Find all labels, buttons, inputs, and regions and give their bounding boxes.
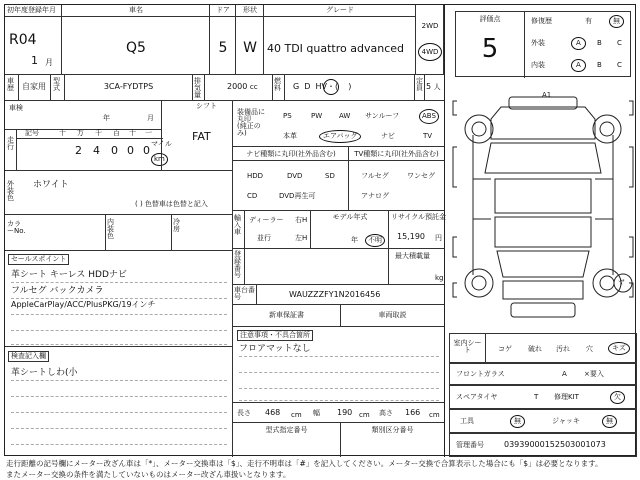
sales-line-3: AppleCarPlay/ACC/PlusPKG/19インチ [11,299,227,315]
use-label: 車歴 [5,75,19,101]
glass-block [449,363,637,385]
warranty-label: 新車保証書 [233,305,341,327]
type-block [233,423,444,457]
ext-label: 外装 [531,39,545,47]
score-value: 5 [481,34,499,64]
shift-label: シフト [196,102,217,110]
interior-color-mark: 冷房 [171,215,183,251]
cap-unit: 人 [433,83,441,91]
type-label: 型式指定番号 [233,423,341,457]
odometer [17,129,163,171]
bracket-fl [453,101,457,115]
car-name-label: 車名 [62,5,210,17]
inspection-label: 車検 [9,104,23,112]
notes-line-1: フロアマットなし [239,341,439,357]
wid-label: 幅 [313,409,320,417]
model-year-unit: 年 [351,236,358,244]
recycle-label: リサイクル預託金 [391,213,447,221]
car-diagram [451,87,635,333]
disp-label: 排気量 [193,75,205,101]
grade-cell [264,5,416,75]
model-year-unknown: 不明 [365,234,385,247]
col-ichi: 一 [145,129,152,137]
reg-block [233,249,389,285]
inspection-line-1: 革シートしわ(小 [11,365,227,381]
auction-sheet [4,4,636,456]
exterior-note: ( ) 色替車は色替と記入 [135,200,208,208]
shape-value: W [243,40,257,56]
col-juu: 十 [129,129,136,137]
drive-cell [416,5,444,75]
model-value: 3CA-FYDTPS [65,75,193,101]
cap-number: 5 [426,82,432,91]
load-unit: kg [435,274,444,282]
odometer-digits [17,145,163,165]
diagram-mark: ヤ [618,278,625,286]
equip-leather: 本革 [283,132,297,140]
use-value: 自家用 [19,75,51,101]
import-parallel: 並行 [257,234,271,242]
equipment-label [237,109,267,137]
recycle-value: 15,190 [397,232,425,241]
navi-label: ナビ種類に丸印 [246,150,296,158]
col-symbol: 記号 [25,129,39,137]
car-name: Q5 [126,40,146,56]
hei-value: 166 [405,408,421,417]
reg-date-cell [5,5,62,75]
exterior-value: ホワイト [33,180,69,190]
inspection-notes-label: 検査記入欄 [8,351,49,362]
navi-header [233,147,349,161]
cap-value [426,83,441,92]
vin-value: WAUZZZFY1N2016456 [289,290,381,299]
repair-yes: 有 [585,17,592,25]
score-label: 評価点 [479,15,501,23]
equip-navi: ナビ [381,132,395,140]
import-label: 輸入車 [233,211,245,249]
drive-2wd: 2WD [421,22,439,30]
digit-3: 0 [111,144,118,157]
equipment-title: 装備品に丸印 [237,108,265,123]
navi-block [233,147,349,211]
equip-airbag: エアバッグ [319,130,361,143]
disp-value [205,75,273,101]
col-ten-man: 十 [59,129,66,137]
mgmt-value: 03939000152503001073 [504,440,606,449]
footer-line-1: 走行距離の記号欄にメーター改ざん車は「*」、メーター交換車は「$」、走行不明車は「#」を記入してください。メーター交換で合算表示した場合にも「$」は必要となります。 [6,459,603,468]
spare-missing: 欠 [610,391,625,404]
doors-value: 5 [218,40,228,56]
spare-kit: 修理KIT [554,393,579,401]
manual-label: 車両取説 [378,311,407,319]
drive-4wd: 4WD [418,43,442,61]
glass-replace: ×要入 [584,370,604,378]
repair-no: 無 [609,15,624,28]
mgmt-block [449,433,637,457]
int-label: 内装 [531,61,545,69]
len-value: 468 [265,408,281,417]
navi-sd: SD [325,172,335,180]
interior-tear: 破れ [528,345,542,353]
notes-block [233,327,444,403]
warranty-block [233,305,444,327]
equip-abs: ABS [419,109,439,124]
ext-a: A [571,37,586,50]
tv-fullseg: フルセグ [361,172,389,180]
interior-burn: コゲ [498,345,512,353]
interior-label: 室内シート [450,334,486,364]
inspection-line-5 [11,429,227,445]
grade-value: 40 TDI quattro advanced [267,42,404,55]
jack-label: ジャッキ [552,417,580,425]
ext-b: B [597,39,602,47]
notes-line-3 [239,373,439,389]
load-label: 最大積載量 [395,252,430,260]
equip-sunroof: サンルーフ [365,112,400,120]
digit-4: 0 [127,144,134,157]
col-man: 万 [77,129,84,137]
vin-block [233,285,444,305]
dims-block [233,403,444,423]
tv-block [349,147,444,211]
color-block [5,215,233,251]
bracket-bl [453,283,457,297]
sales-line-2: フルセグ バックカメラ [11,283,227,299]
mileage-label: 走行 [5,129,17,171]
equip-ps: PS [283,112,292,120]
col-hyaku: 百 [113,129,120,137]
sales-line-4 [11,315,227,331]
digit-1: 2 [75,144,82,157]
month-label: 月 [147,114,154,122]
exterior-block [5,171,233,215]
fuel-selected-ring [323,79,339,95]
recycle-block [389,211,447,249]
import-left: 左H [295,234,308,242]
navi-dvd-play: DVD再生可 [279,192,316,200]
spare-label: スペアタイヤ [456,393,498,401]
navi-sub: (社外品含む) [295,150,336,158]
cap-label: 定員 [415,75,425,101]
mgmt-label: 管理番号 [456,441,484,449]
reg-no-label: 登録番号 [233,249,245,285]
notes-line-2 [239,357,439,373]
disp-number: 2000 [227,82,248,91]
import-dealer: ディーラー [249,216,284,224]
int-b: B [597,61,602,69]
notes-line-4 [239,389,439,401]
inspection-line-4 [11,413,227,429]
model-year-label: モデル年式 [332,213,368,221]
jack-value: 無 [602,415,617,428]
fuel-label: 燃料 [273,75,285,101]
footer-notes [6,458,634,480]
digit-5: 0 [143,144,150,157]
tv-label: TV種類に丸印 [354,150,399,158]
interior-block [449,333,637,363]
tv-header [349,147,444,161]
tv-analog: アナログ [361,192,389,200]
shift-value: FAT [192,130,211,143]
import-right: 右H [295,216,308,224]
hei-label: 高さ [379,409,393,417]
col-sen: 千 [95,129,102,137]
equip-aw: AW [339,112,351,120]
inspection-block [5,347,233,457]
reg-month: 1 [31,54,38,67]
equip-tv: TV [423,132,433,140]
bracket-fr [629,101,633,115]
equip-pw: PW [311,112,323,120]
score-block [455,11,631,77]
load-block [389,249,444,285]
int-a: A [571,59,586,72]
shape-label: 形状 [236,5,264,17]
car-name-cell [62,5,210,75]
navi-cd: CD [247,192,258,200]
glass-a: A [562,370,567,378]
len-label: 長さ [237,409,251,417]
navi-dvd: DVD [287,172,303,180]
km-unit: km [151,153,168,166]
tv-sub: (社外品含む) [398,150,439,158]
repair-label: 修復歴 [531,17,552,25]
grade-label: グレード [264,5,416,17]
wid-unit: cm [359,411,370,419]
model-label: 型式 [51,75,65,101]
digit-2: 4 [93,144,100,157]
inspection-line-3 [11,397,227,413]
spare-block [449,385,637,409]
doors-cell [210,5,236,75]
sales-line-1: 革シート キーレス HDDナビ [11,267,227,283]
sales-label: セールスポイント [8,254,69,265]
bracket-br [629,283,633,297]
tools-value: 無 [510,415,525,428]
spare-t: T [534,393,539,401]
mile-unit: マイル [151,140,172,148]
vin-label: 車台番号 [233,285,257,305]
fuel-options: G D HV・( ) [285,75,415,101]
equipment-block [233,101,444,147]
shift-cell [161,101,233,171]
model-year-block [311,211,389,249]
interior-hole: 穴 [586,345,593,353]
wid-value: 190 [337,408,353,417]
odometer-header [17,129,163,139]
tools-label: 工具 [460,417,474,425]
int-c: C [617,61,622,69]
glass-label: フロントガラス [456,370,505,378]
sales-line-5 [11,331,227,345]
inspection-line-2 [11,381,227,397]
tv-oneseg: ワンセグ [407,172,435,180]
recycle-unit: 円 [435,234,442,242]
month-unit: 月 [45,58,53,67]
notes-label: 注意事項・不具合箇所 [237,330,313,341]
diagram-top-label: A1 [542,91,552,99]
equipment-sub: (純正のみ) [237,122,261,137]
tools-block [449,409,637,433]
interior-scratch: キズ [608,342,630,355]
bracket-rl [453,237,457,257]
bracket-ml [453,147,457,187]
sales-block [5,251,233,347]
bracket-mr [629,147,633,187]
spec-row [5,75,444,101]
interior-color-label: 内装色 [105,215,117,251]
len-unit: cm [291,411,302,419]
hei-unit: cm [429,411,440,419]
class-label: 類別区分番号 [371,426,414,434]
reg-date-label: 初年度登録年月 [5,5,62,17]
mileage-block [5,101,233,171]
ext-c: C [617,39,622,47]
exterior-label: 外装色 [7,180,14,202]
shape-cell [236,5,264,75]
door-label: ドア [210,5,236,17]
disp-unit: cc [249,83,258,91]
year-label: 年 [103,114,110,122]
import-block [233,211,311,249]
reg-year: R04 [9,32,37,48]
bracket-rr [629,237,633,257]
score-details [524,12,632,78]
navi-hdd: HDD [247,172,264,180]
footer-line-2: またメーター交換の条件を満たしていないものはメーター改ざん車扱いとなります。 [6,470,291,479]
color-no-label: カラーNo. [7,220,26,235]
interior-dirt: 汚れ [556,345,570,353]
